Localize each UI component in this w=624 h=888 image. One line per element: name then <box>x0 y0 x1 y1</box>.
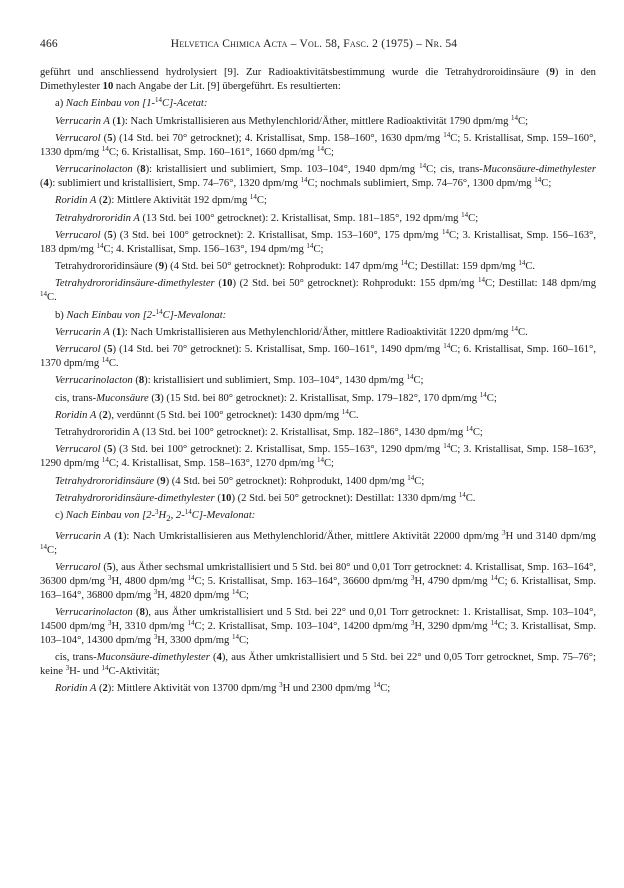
text-run: 14 <box>461 210 469 219</box>
text-run: H- und <box>69 666 102 678</box>
text-run: ) in den Dimethylester <box>40 67 596 92</box>
text-run: ( <box>96 683 103 695</box>
text-run: C; <box>486 392 497 404</box>
text-run: 5 <box>107 444 113 456</box>
text-run: C; <box>541 177 552 189</box>
text-run: 4 <box>43 177 49 189</box>
text-run: 10 <box>102 80 114 92</box>
text-run: 14 <box>101 456 109 465</box>
text-run: 3 <box>107 573 112 582</box>
text-run: 14 <box>316 456 324 465</box>
text-run: 14 <box>400 259 408 267</box>
text-run: ): kristallisiert und sublimiert, Smp. 103–104°, 1940 dpm/mg <box>145 164 420 175</box>
text-run: ): sublimiert und kristallisiert, Smp. 74–76°, 1320 dpm/mg <box>48 177 301 189</box>
text-run: 14 <box>442 227 450 236</box>
text-run: 14 <box>490 573 498 582</box>
text-run: Verrucarol <box>55 444 101 456</box>
text-run: ( <box>100 444 108 456</box>
text-run: C; 6. Kristallisat, Smp. 160–161°, 1660 dpm/mg <box>108 146 317 158</box>
text-run: Verrucarin A <box>55 326 110 338</box>
page-header <box>40 38 588 56</box>
text-run: ), aus Äther umkristallisiert und 5 Std. bei 22° und 0,05 Torr getrocknet, Smp. 75–76°; keine <box>40 652 596 678</box>
text-run: Nach Einbau von [1- <box>65 98 156 110</box>
paragraph <box>40 132 596 160</box>
text-run: 8 <box>138 375 145 387</box>
text-run: c) <box>55 510 66 522</box>
text-run: Verrucarol <box>55 229 101 241</box>
paragraph <box>40 606 596 648</box>
text-run: 3 <box>153 632 158 641</box>
text-run: 8 <box>139 607 145 618</box>
text-run: H, 3310 dpm/mg <box>111 620 188 632</box>
text-run: 3 <box>279 681 283 690</box>
text-run: ): kristallisiert und sublimiert, Smp. 103–104°, 1430 dpm/mg <box>144 375 407 387</box>
text-run: 14 <box>341 407 349 416</box>
paragraph <box>40 426 596 440</box>
text-run: 14 <box>465 425 473 434</box>
text-run: 2 <box>102 409 108 421</box>
paragraph <box>40 277 596 305</box>
text-run: C; 4. Kristallisat, Smp. 158–163°, 1270 dpm/mg <box>108 458 317 470</box>
paragraph <box>40 475 596 489</box>
text-run: ( <box>132 164 141 175</box>
text-run: C. <box>108 358 119 369</box>
text-run: 14 <box>511 113 519 122</box>
text-run: ): Nach Umkristallisieren aus Methylenchlorid/Äther, mittlere Radioaktivität 1790 dpm/mg <box>121 115 512 127</box>
text-run: C. <box>518 326 528 338</box>
text-run: Tetrahydrororidin A <box>55 212 140 224</box>
text-run: 5 <box>107 132 113 144</box>
text-run: C; <box>256 195 267 207</box>
text-run: ): Nach Umkristallisieren aus Methylenchlorid/Äther, mittlere Radioaktivität 1220 dpm/mg <box>121 326 512 338</box>
text-run: Verrucarol <box>55 344 101 356</box>
text-run: 14 <box>96 241 104 250</box>
text-run: a) <box>55 98 66 110</box>
text-run: 14 <box>231 587 239 596</box>
text-run: 4 <box>216 652 222 664</box>
text-run: Verrucarinolacton <box>55 607 133 618</box>
text-run: 5 <box>107 229 113 241</box>
text-run: 14 <box>443 130 451 139</box>
text-run: 14 <box>249 193 257 202</box>
text-run: 14 <box>40 290 47 299</box>
text-run: C]-Mevalonat: <box>162 309 227 321</box>
text-run: ), aus Äther sechsmal umkristallisiert und 5 Std. bei 80° und 0,01 Torr getrocknet: 4. Kristallisat, Smp. 163–164°, 36300 dpm/mg <box>40 561 597 587</box>
text-run: 14 <box>155 307 163 316</box>
text-run: ( <box>100 344 108 356</box>
text-run: C]-Acetat: <box>162 98 208 110</box>
text-run: 2 <box>102 683 108 695</box>
text-run: ( <box>109 326 117 338</box>
paragraph <box>40 530 596 558</box>
section-heading <box>40 509 596 526</box>
text-run: 14 <box>518 259 526 267</box>
text-run: Verrucarinolacton <box>55 164 133 175</box>
text-run: 14 <box>231 632 239 641</box>
text-run: ) (4 Std. bei 50° getrocknet): Rohprodukt, 1400 dpm/mg <box>165 475 408 487</box>
text-run: ), verdünnt (5 Std. bei 100° getrocknet): 1430 dpm/mg <box>107 409 342 421</box>
text-run: 9 <box>160 475 166 487</box>
text-run: ), aus Äther umkristallisiert und 5 Std. bei 22° und 0,01 Torr getrocknet: 1. Kristallisat, Smp. 103–104°, 14500 dpm/mg <box>40 607 596 632</box>
text-run: Nach Einbau von [2- <box>66 309 156 321</box>
text-run: 14 <box>101 144 109 153</box>
text-run: 3 <box>65 664 70 673</box>
text-run: 14 <box>406 373 414 382</box>
text-run: C; <box>380 683 391 695</box>
text-run: H und 2300 dpm/mg <box>282 683 374 695</box>
paragraph <box>40 409 596 423</box>
text-run: ) (15 Std. bei 80° getrocknet): 2. Kristallisat, Smp. 179–182°, 170 dpm/mg <box>160 392 480 404</box>
text-run: H, 3290 dpm/mg <box>414 620 491 632</box>
text-run: ): Mittlere Aktivität 192 dpm/mg <box>107 195 250 207</box>
paragraph <box>40 260 596 274</box>
text-run: C; 4. Kristallisat, Smp. 156–163°, 194 dpm/mg <box>103 243 307 255</box>
text-run: C; 5. Kristallisat, Smp. 163–164°, 36600 dpm/mg <box>194 575 412 587</box>
text-run: C; <box>413 375 424 387</box>
text-run: C; 3. Kristallisat, Smp. 156–163°, 183 dpm/mg <box>40 229 596 255</box>
text-run: Muconsäure <box>96 392 149 404</box>
paragraph <box>40 443 596 471</box>
text-run: Tetrahydrororidin A (13 Std. bei 100° getrocknet): 2. Kristallisat, Smp. 182–186°, 1430 dpm/mg <box>55 427 466 439</box>
text-run: Verrucarin A <box>55 530 111 542</box>
text-run: 1 <box>116 115 122 127</box>
text-run: ) (3 Std. bei 100° getrocknet): 2. Kristallisat, Smp. 155–163°, 1290 dpm/mg <box>112 444 444 456</box>
paragraph <box>40 392 596 406</box>
text-run: (13 Std. bei 100° getrocknet): 2. Kristallisat, Smp. 181–185°, 192 dpm/mg <box>139 212 462 224</box>
text-run: C-Aktivität; <box>108 666 160 678</box>
text-run: Verrucarol <box>55 561 101 573</box>
text-run: ) (2 Std. bei 50° getrocknet): Destillat: 1330 dpm/mg <box>231 492 459 504</box>
text-run: cis, trans- <box>55 652 97 664</box>
text-run: geführt und anschliessend hydrolysiert [9]. Zur Radioaktivitätsbestimmung wurde die Tetrahydroroidinsäure ( <box>40 67 550 78</box>
text-run: 2 <box>166 513 171 524</box>
text-run: Verrucarol <box>55 132 101 144</box>
running-title: Helvetica Chimica Acta – Vol. 58, Fasc. 2 (1975) – Nr. 54 <box>170 38 458 50</box>
text-run: 14 <box>316 144 324 153</box>
text-run: cis, trans- <box>55 392 97 404</box>
text-run: 10 <box>220 492 232 504</box>
text-run: nach Angabe der Lit. [9] übergeführt. Es resultierten: <box>113 80 341 92</box>
text-run: 3 <box>411 618 415 627</box>
paragraph <box>40 326 596 340</box>
text-run: C; <box>238 634 249 646</box>
text-run: , 2- <box>170 510 185 522</box>
text-run: ( <box>40 177 44 189</box>
paragraph <box>40 374 596 388</box>
text-run: 5 <box>106 561 113 573</box>
paragraph <box>40 115 596 129</box>
text-run: 14 <box>187 618 195 627</box>
text-run: ( <box>154 475 161 487</box>
text-run: C; 2. Kristallisat, Smp. 103–104°, 14200 dpm/mg <box>194 620 412 632</box>
text-run: 3 <box>502 528 506 537</box>
text-run: C; 3. Kristallisat, Smp. 103–104°, 14300 dpm/mg <box>40 620 596 646</box>
text-run: 14 <box>155 96 163 105</box>
text-run: H <box>158 510 167 522</box>
paragraph <box>40 212 596 226</box>
text-run: 14 <box>458 490 466 499</box>
text-run: ) (14 Std. bei 70° getrocknet); 4. Kristallisat, Smp. 158–160°, 1630 dpm/mg <box>112 132 444 144</box>
text-run: 14 <box>101 356 109 364</box>
text-run: H und 3140 dpm/mg <box>505 530 596 542</box>
text-run: 14 <box>407 473 415 482</box>
text-run: ) (3 Std. bei 100° getrocknet): 2. Kristallisat, Smp. 153–160°, 175 dpm/mg <box>112 229 443 241</box>
section-heading <box>40 309 596 323</box>
text-run: ) (4 Std. bei 50° getrocknet): Rohprodukt: 147 dpm/mg <box>163 261 401 272</box>
text-run: ( <box>109 115 117 127</box>
text-run: 14 <box>478 276 486 285</box>
text-run: 14 <box>300 175 308 184</box>
text-run: C. <box>47 292 57 304</box>
text-run: C; Destillat: 148 dpm/mg <box>485 278 596 290</box>
text-run: Tetrahydrororidinsäure ( <box>55 261 159 272</box>
text-run: Muconsäure-dimethylester <box>482 164 596 175</box>
text-run: ( <box>148 392 155 404</box>
paragraph <box>40 229 596 257</box>
text-run: 14 <box>187 573 195 582</box>
text-run: ( <box>96 195 103 207</box>
text-run: 14 <box>306 241 314 250</box>
text-run: 10 <box>221 278 233 290</box>
text-run: ( <box>110 530 118 542</box>
text-run: ( <box>132 607 140 618</box>
text-run: C; 3. Kristallisat, Smp. 158–163°, 1290 dpm/mg <box>40 444 596 470</box>
text-run: C; <box>47 544 58 556</box>
text-run: C. <box>348 409 359 421</box>
text-run: ): Mittlere Aktivität von 13700 dpm/mg <box>107 683 280 695</box>
text-run: ) (2 Std. bei 50° getrocknet): Rohprodukt: 155 dpm/mg <box>232 278 479 290</box>
text-run: 14 <box>373 681 381 690</box>
text-run: ( <box>209 652 217 664</box>
text-run: C; 6. Kristallisat, Smp. 163–164°, 36800 dpm/mg <box>40 575 596 601</box>
text-run: 14 <box>511 324 519 333</box>
text-run: 9 <box>158 261 164 272</box>
text-run: 3 <box>153 587 158 596</box>
text-run: ( <box>96 409 103 421</box>
text-run: C; <box>414 475 425 487</box>
text-run: Verrucarin A <box>55 115 110 127</box>
text-run: ( <box>214 278 222 290</box>
text-run: C]-Mevalonat: <box>191 510 256 522</box>
paragraph <box>40 651 596 679</box>
text-run: Tetrahydrororidinsäure-dimethylester <box>55 492 215 504</box>
text-run: C; nochmals sublimiert, Smp. 74–76°, 1300 dpm/mg <box>307 177 535 189</box>
text-run: ): Nach Umkristallisieren aus Methylenchlorid/Äther, mittlere Aktivität 22000 dpm/mg <box>122 530 503 542</box>
text-run: ( <box>100 561 107 573</box>
text-run: 9 <box>549 67 555 78</box>
text-run: C; <box>313 243 324 255</box>
text-run: C; 5. Kristallisat, Smp. 159–160°, 1330 dpm/mg <box>40 132 596 158</box>
text-run: C; cis, trans- <box>426 164 483 175</box>
text-run: ( <box>214 492 221 504</box>
text-run: 14 <box>184 508 192 517</box>
text-run: Muconsäure-dimethylester <box>96 652 210 664</box>
text-run: ( <box>100 229 108 241</box>
text-run: Roridin A <box>55 683 97 695</box>
text-run: C; <box>238 589 249 601</box>
text-run: C; <box>472 427 483 439</box>
text-run: C; <box>323 146 334 158</box>
paragraph <box>40 343 596 371</box>
text-run: 14 <box>490 618 498 627</box>
text-run: 8 <box>140 164 146 175</box>
text-run: 3 <box>411 573 415 582</box>
text-run: ( <box>132 375 139 387</box>
text-run: Nach Einbau von [2- <box>65 510 156 522</box>
text-run: H, 3300 dpm/mg <box>157 634 232 646</box>
text-run: 14 <box>101 664 109 673</box>
paragraph <box>40 561 596 603</box>
body-text <box>40 66 596 700</box>
text-run: C; <box>468 212 479 224</box>
text-run: 3 <box>107 618 112 627</box>
text-run: C. <box>525 261 536 272</box>
text-run: b) <box>55 309 67 321</box>
text-run: 3 <box>155 508 159 517</box>
paragraph <box>40 682 596 696</box>
text-run: C; <box>518 115 529 127</box>
text-run: C. <box>465 492 476 504</box>
text-run: ( <box>100 132 108 144</box>
text-run: Tetrahydrororidinsäure <box>55 475 155 487</box>
page-number: 466 <box>40 38 58 50</box>
text-run: H, 4820 dpm/mg <box>157 589 232 601</box>
paragraph <box>40 163 596 191</box>
text-run: 1 <box>117 530 123 542</box>
text-run: Tetrahydrororidinsäure-dimethylester <box>55 278 215 290</box>
paragraph <box>40 66 596 94</box>
text-run: 14 <box>479 390 487 399</box>
text-run: C; Destillat: 159 dpm/mg <box>407 261 519 272</box>
text-run: ) (14 Std. bei 70° getrocknet): 5. Kristallisat, Smp. 160–161°, 1490 dpm/mg <box>112 344 444 356</box>
text-run: Roridin A <box>55 195 97 207</box>
paragraph <box>40 492 596 506</box>
text-run: Roridin A <box>55 409 97 421</box>
text-run: 3 <box>154 392 161 404</box>
text-run: 14 <box>40 542 47 551</box>
text-run: Verrucarinolacton <box>55 375 133 387</box>
text-run: 14 <box>534 175 542 184</box>
text-run: 5 <box>107 344 113 356</box>
text-run: 2 <box>102 195 108 207</box>
text-run: 14 <box>443 442 451 451</box>
text-run: 1 <box>116 326 122 338</box>
paragraph <box>40 194 596 208</box>
text-run: 14 <box>443 342 451 351</box>
text-run: H, 4790 dpm/mg <box>414 575 491 587</box>
text-run: 14 <box>419 162 427 170</box>
text-run: C; <box>323 458 334 470</box>
text-run: C; 6. Kristallisat, Smp. 160–161°, 1370 dpm/mg <box>40 344 596 369</box>
section-heading <box>40 97 596 111</box>
text-run: H, 4800 dpm/mg <box>111 575 188 587</box>
